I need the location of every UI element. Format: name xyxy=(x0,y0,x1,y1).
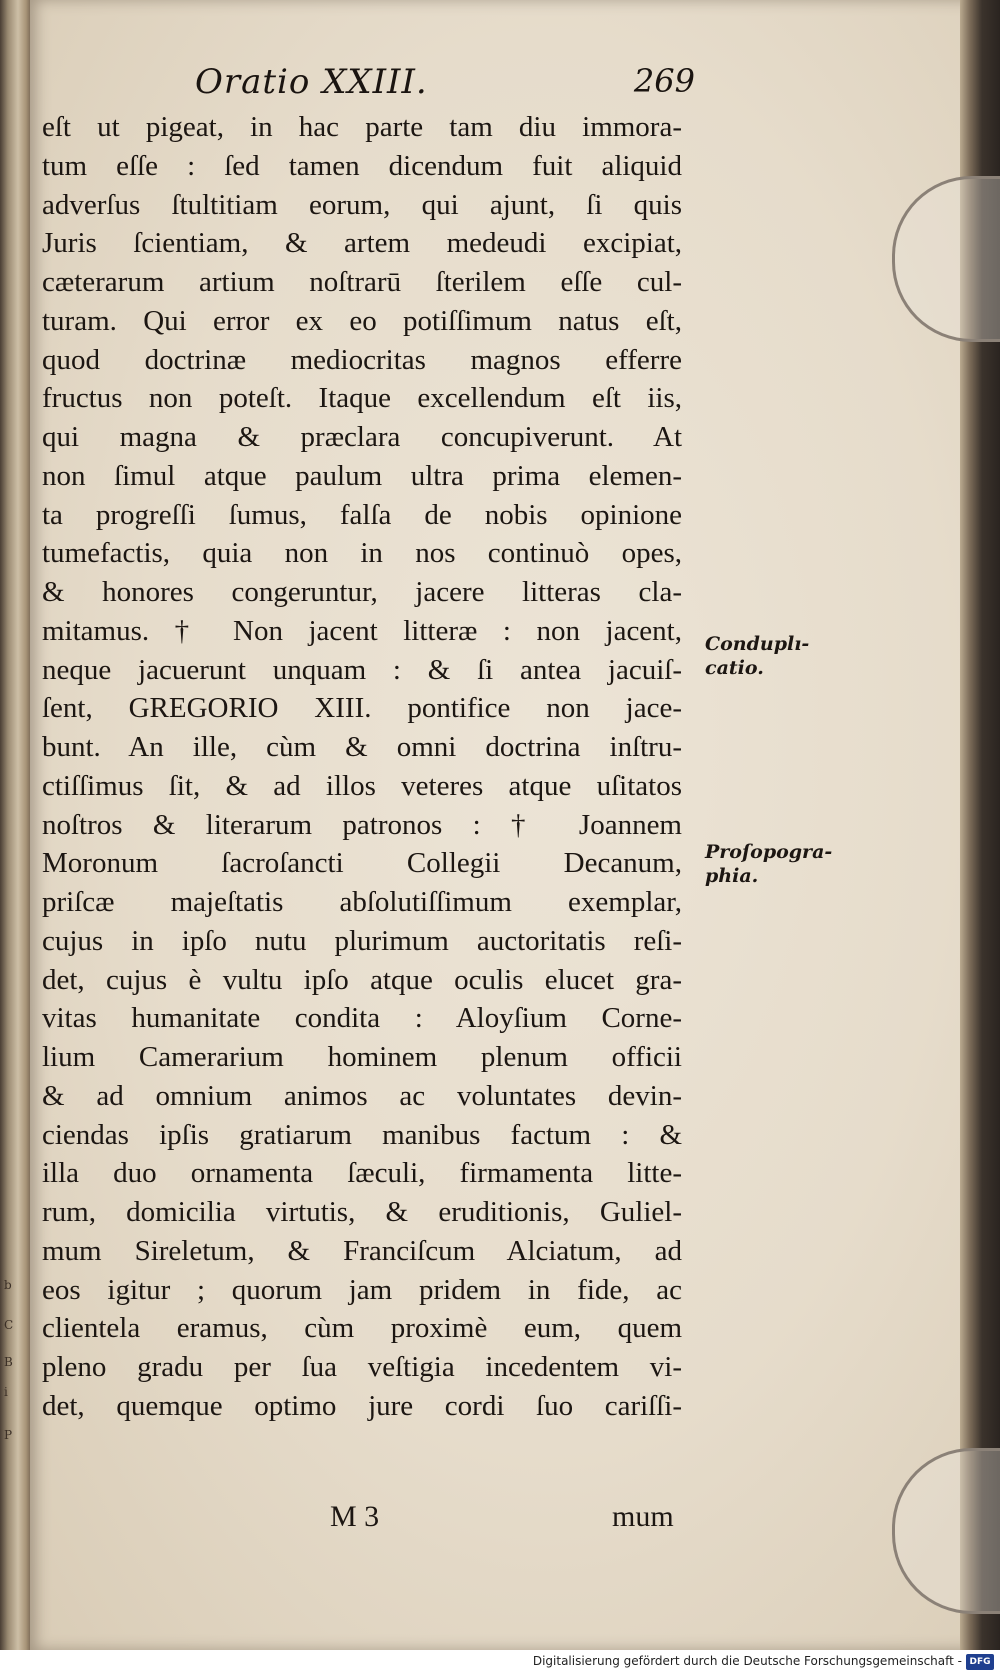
text-line: adverſus ſtultitiam eorum, qui ajunt, ſi quis xyxy=(42,188,682,221)
text-line: qui magna & præclara concupiverunt. At xyxy=(42,421,682,453)
body-text xyxy=(42,108,682,1426)
leaf-mark: C xyxy=(4,1318,14,1332)
text-line: clientela eramus, cùm proximè eum, quem xyxy=(42,1312,682,1345)
text-line: priſcæ majeſtatis abſolutiſſimum exemplar, xyxy=(42,886,682,918)
text-line: ctiſſimus ſit, & ad illos veteres atque uſitatos xyxy=(42,769,682,802)
text-line: vitas humanitate condita : Aloyſium Corne- xyxy=(42,1002,682,1035)
text-line: tumefactis, quia non in nos continuò opes, xyxy=(42,537,682,570)
text-line: pleno gradu per ſua veſtigia incedentem vi- xyxy=(42,1351,682,1383)
text-line: cæterarum artium noſtrarū ſterilem eſſe cul- xyxy=(42,266,682,298)
text-line: eſt ut pigeat, in hac parte tam diu immora- xyxy=(42,111,682,143)
page-number: 269 xyxy=(633,62,695,100)
credit-bar xyxy=(0,1650,1000,1677)
text-line: lium Camerarium hominem plenum officii xyxy=(42,1041,682,1073)
text-line: non ſimul atque paulum ultra prima elemen- xyxy=(42,459,682,492)
text-line: cujus in ipſo nutu plurimum auctoritatis reſi- xyxy=(42,924,682,957)
text-line: illa duo ornamenta ſæculi, firmamenta litte- xyxy=(42,1157,682,1190)
dfg-logo: DFG xyxy=(966,1654,994,1670)
text-line: neque jacuerunt unquam : & ſi antea jacuiſ- xyxy=(42,653,682,686)
margin-note-conduplicatio xyxy=(705,632,809,680)
text-line: eos igitur ; quorum jam pridem in fide, ac xyxy=(42,1273,682,1306)
text-line: quod doctrinæ mediocritas magnos efferre xyxy=(42,343,682,376)
signature-mark: M 3 xyxy=(330,1500,380,1533)
catchword: mum xyxy=(612,1500,674,1533)
margin-note-line: catio. xyxy=(705,657,764,679)
leaf-mark: b xyxy=(4,1278,12,1292)
text-line: noſtros & literarum patronos : † Joannem xyxy=(42,808,682,841)
text-line: & ad omnium animos ac voluntates devin- xyxy=(42,1079,682,1112)
running-head-title: Oratio XXIII. xyxy=(195,62,428,102)
text-line: rum, domicilia virtutis, & eruditionis, Guliel- xyxy=(42,1196,682,1228)
text-line: Juris ſcientiam, & artem medeudi excipiat, xyxy=(42,227,682,260)
text-line: Moronum ſacroſancti Collegii Decanum, xyxy=(42,847,682,880)
text-line: fructus non poteſt. Itaque excellendum eſt iis, xyxy=(42,382,682,415)
text-line: det, cujus è vultu ipſo atque oculis elucet gra- xyxy=(42,963,682,996)
text-line: mitamus. † Non jacent litteræ : non jacent, xyxy=(42,614,682,647)
text-line: ciendas ipſis gratiarum manibus factum : & xyxy=(42,1118,682,1151)
leaf-mark: B xyxy=(4,1355,13,1369)
text-line: ſent, GREGORIO XIII. pontifice non jace- xyxy=(42,692,682,725)
margin-note-line: Conduplı- xyxy=(705,633,810,655)
text-line: ta progreſſi ſumus, falſa de nobis opinione xyxy=(42,498,682,531)
funding-credit: Digitalisierung gefördert durch die Deutsche Forschungsgemeinschaft - xyxy=(532,1654,962,1668)
leaf-mark: P xyxy=(4,1428,13,1442)
previous-leaf-edge xyxy=(0,0,34,1650)
margin-note-prosopographia xyxy=(705,840,832,888)
margin-note-line: phia. xyxy=(705,865,759,887)
running-head xyxy=(195,62,695,112)
leaf-mark: i xyxy=(4,1385,8,1399)
margin-note-line: Proſopogra- xyxy=(705,841,833,863)
text-line: tum eſſe : ſed tamen dicendum fuit aliquid xyxy=(42,149,682,182)
text-line: bunt. An ille, cùm & omni doctrina inſtru- xyxy=(42,731,682,763)
text-line: & honores congeruntur, jacere litteras cla- xyxy=(42,576,682,608)
text-line: turam. Qui error ex eo potiſſimum natus eſt, xyxy=(42,304,682,337)
text-line: mum Sireletum, & Franciſcum Alciatum, ad xyxy=(42,1234,682,1267)
text-line: det, quemque optimo jure cordi ſuo cariſſi- xyxy=(42,1389,682,1422)
